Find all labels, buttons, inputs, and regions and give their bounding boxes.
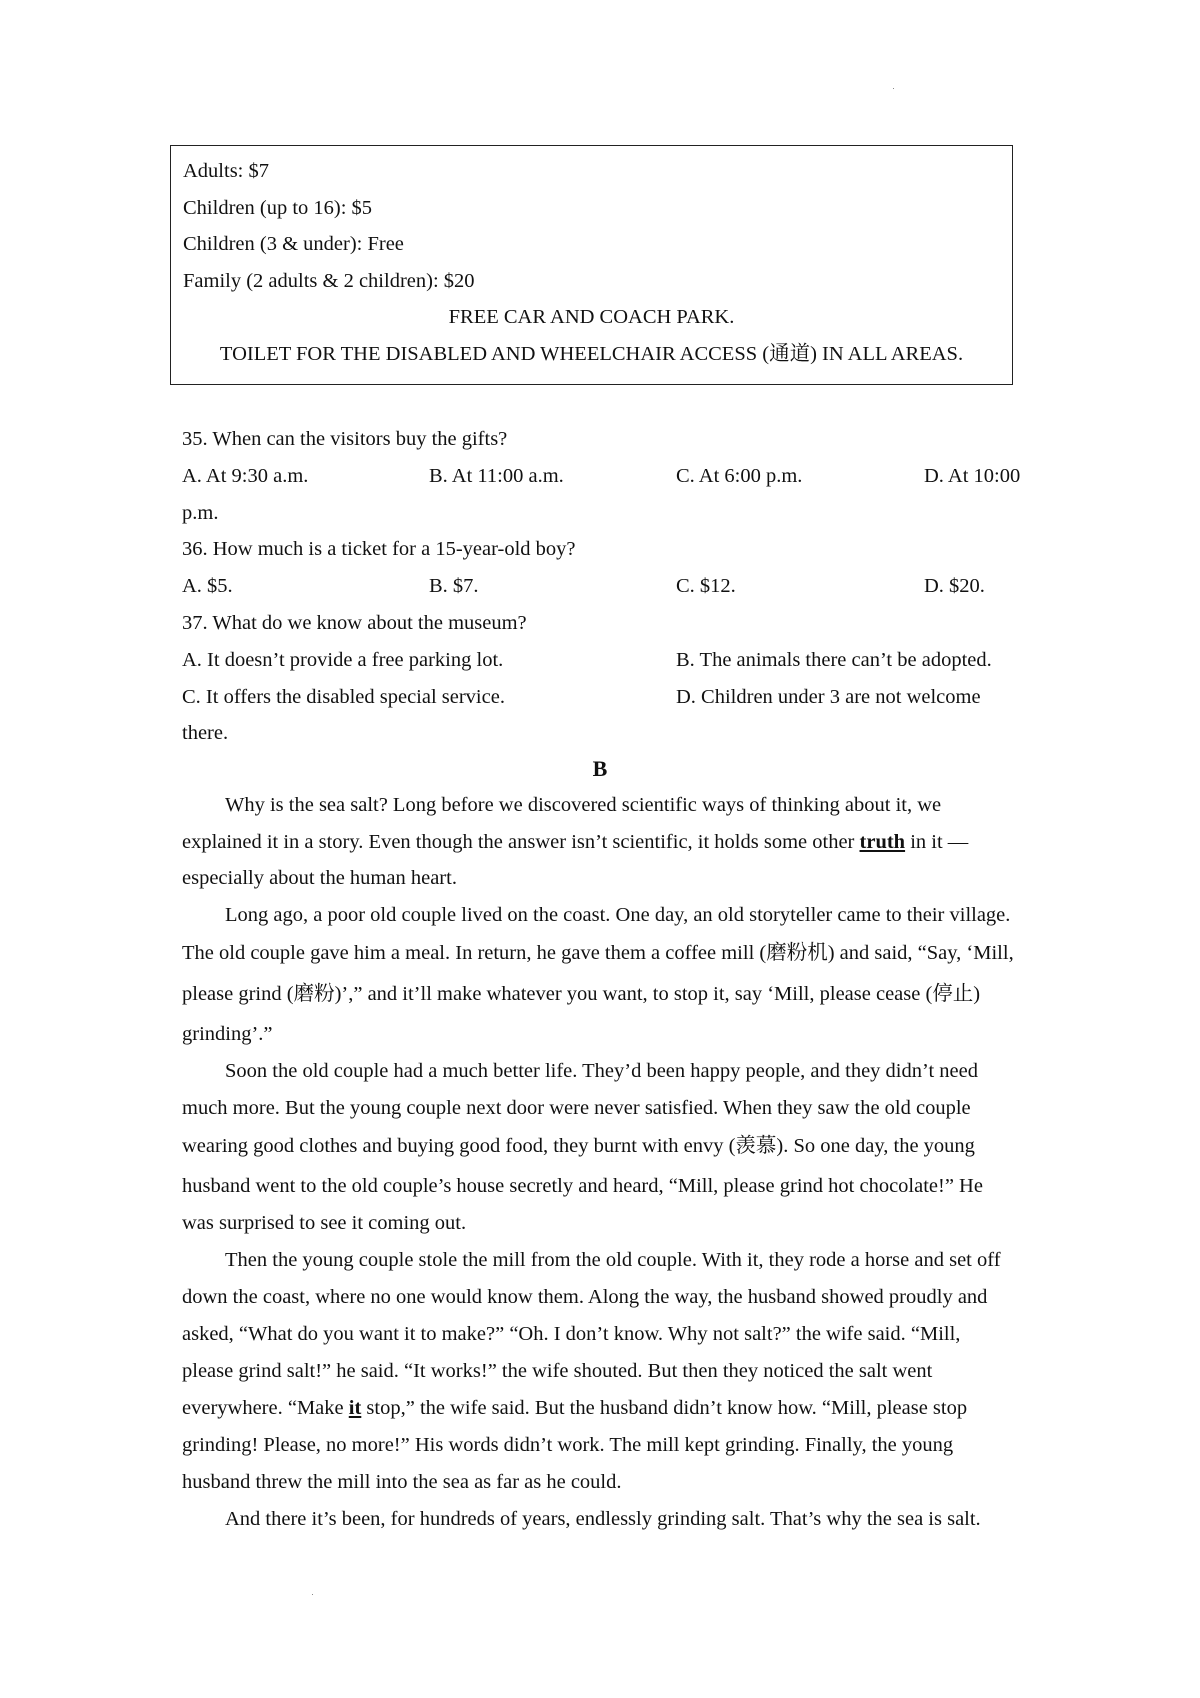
passage-line bbox=[182, 830, 968, 854]
option-37-d-wrap: there. bbox=[182, 722, 229, 744]
option-37-c: C. It offers the disabled special service. bbox=[182, 686, 505, 708]
price-children-16: Children (up to 16): $5 bbox=[183, 197, 373, 219]
option-35-c: C. At 6:00 p.m. bbox=[676, 465, 803, 487]
passage-line: Then the young couple stole the mill from the old couple. With it, they rode a horse and set off bbox=[225, 1249, 1001, 1271]
option-35-d: D. At 10:00 bbox=[924, 465, 1021, 487]
underlined-word-it: it bbox=[348, 1397, 362, 1419]
option-36-c: C. $12. bbox=[676, 575, 736, 597]
passage-line: please grind salt!” he said. “It works!” the wife shouted. But then they noticed the salt went bbox=[182, 1360, 933, 1382]
passage-text: stop,” the wife said. But the husband didn’t know how. “Mill, please stop bbox=[361, 1397, 968, 1419]
option-35-a: A. At 9:30 a.m. bbox=[182, 465, 309, 487]
passage-line: Why is the sea salt? Long before we discovered scientific ways of thinking about it, we bbox=[225, 794, 942, 816]
passage-line: much more. But the young couple next door were never satisfied. When they saw the old couple bbox=[182, 1097, 971, 1119]
scan-speck bbox=[312, 1594, 313, 1595]
price-adults: Adults: $7 bbox=[183, 160, 269, 182]
section-heading: B bbox=[592, 756, 608, 781]
toilet-notice: TOILET FOR THE DISABLED AND WHEELCHAIR ACCESS (通道) IN ALL AREAS. bbox=[219, 343, 964, 365]
passage-line: The old couple gave him a meal. In return, he gave them a coffee mill (磨粉机) and said, “Say, ‘Mill, bbox=[182, 942, 1014, 964]
passage-line: please grind (磨粉)’,” and it’ll make whatever you want, to stop it, say ‘Mill, please cease (停止) bbox=[182, 983, 981, 1005]
passage-text: everywhere. “Make bbox=[182, 1397, 349, 1419]
passage-line: And there it’s been, for hundreds of years, endlessly grinding salt. That’s why the sea is salt. bbox=[225, 1508, 981, 1530]
passage-text: explained it in a story. Even though the answer isn’t scientific, it holds some other bbox=[182, 831, 860, 853]
scan-speck bbox=[893, 88, 894, 89]
option-35-b: B. At 11:00 a.m. bbox=[429, 465, 564, 487]
option-37-a: A. It doesn’t provide a free parking lot. bbox=[182, 649, 504, 671]
passage-line: down the coast, where no one would know them. Along the way, the husband showed proudly and bbox=[182, 1286, 988, 1308]
price-family: Family (2 adults & 2 children): $20 bbox=[183, 270, 475, 292]
passage-text: in it — bbox=[905, 831, 969, 853]
option-36-a: A. $5. bbox=[182, 575, 233, 597]
passage-line: grinding! Please, no more!” His words didn’t work. The mill kept grinding. Finally, the young bbox=[182, 1434, 954, 1456]
passage-line: Soon the old couple had a much better life. They’d been happy people, and they didn’t need bbox=[225, 1060, 978, 1082]
option-36-d: D. $20. bbox=[924, 575, 985, 597]
question-36: 36. How much is a ticket for a 15-year-old boy? bbox=[182, 538, 576, 560]
option-37-d: D. Children under 3 are not welcome bbox=[676, 686, 981, 708]
passage-line: husband threw the mill into the sea as far as he could. bbox=[182, 1471, 622, 1493]
passage-line: was surprised to see it coming out. bbox=[182, 1212, 467, 1234]
passage-line: especially about the human heart. bbox=[182, 867, 457, 889]
question-37: 37. What do we know about the museum? bbox=[182, 612, 527, 634]
passage-line: Long ago, a poor old couple lived on the coast. One day, an old storyteller came to their village. bbox=[225, 904, 1011, 926]
passage-line: wearing good clothes and buying good food, they burnt with envy (羡慕). So one day, the young bbox=[182, 1135, 975, 1157]
underlined-word-truth: truth bbox=[859, 831, 906, 853]
option-35-d-wrap: p.m. bbox=[182, 502, 219, 524]
price-children-3: Children (3 & under): Free bbox=[183, 233, 404, 255]
option-37-b: B. The animals there can’t be adopted. bbox=[676, 649, 992, 671]
parking-notice: FREE CAR AND COACH PARK. bbox=[448, 306, 735, 328]
passage-line bbox=[182, 1396, 967, 1420]
question-35: 35. When can the visitors buy the gifts? bbox=[182, 428, 508, 450]
passage-line: grinding’.” bbox=[182, 1023, 273, 1045]
option-36-b: B. $7. bbox=[429, 575, 479, 597]
ticket-price-box bbox=[170, 145, 1013, 385]
passage-line: asked, “What do you want it to make?” “Oh. I don’t know. Why not salt?” the wife said. “Mill, bbox=[182, 1323, 961, 1345]
passage-line: husband went to the old couple’s house secretly and heard, “Mill, please grind hot chocolate!” He bbox=[182, 1175, 983, 1197]
